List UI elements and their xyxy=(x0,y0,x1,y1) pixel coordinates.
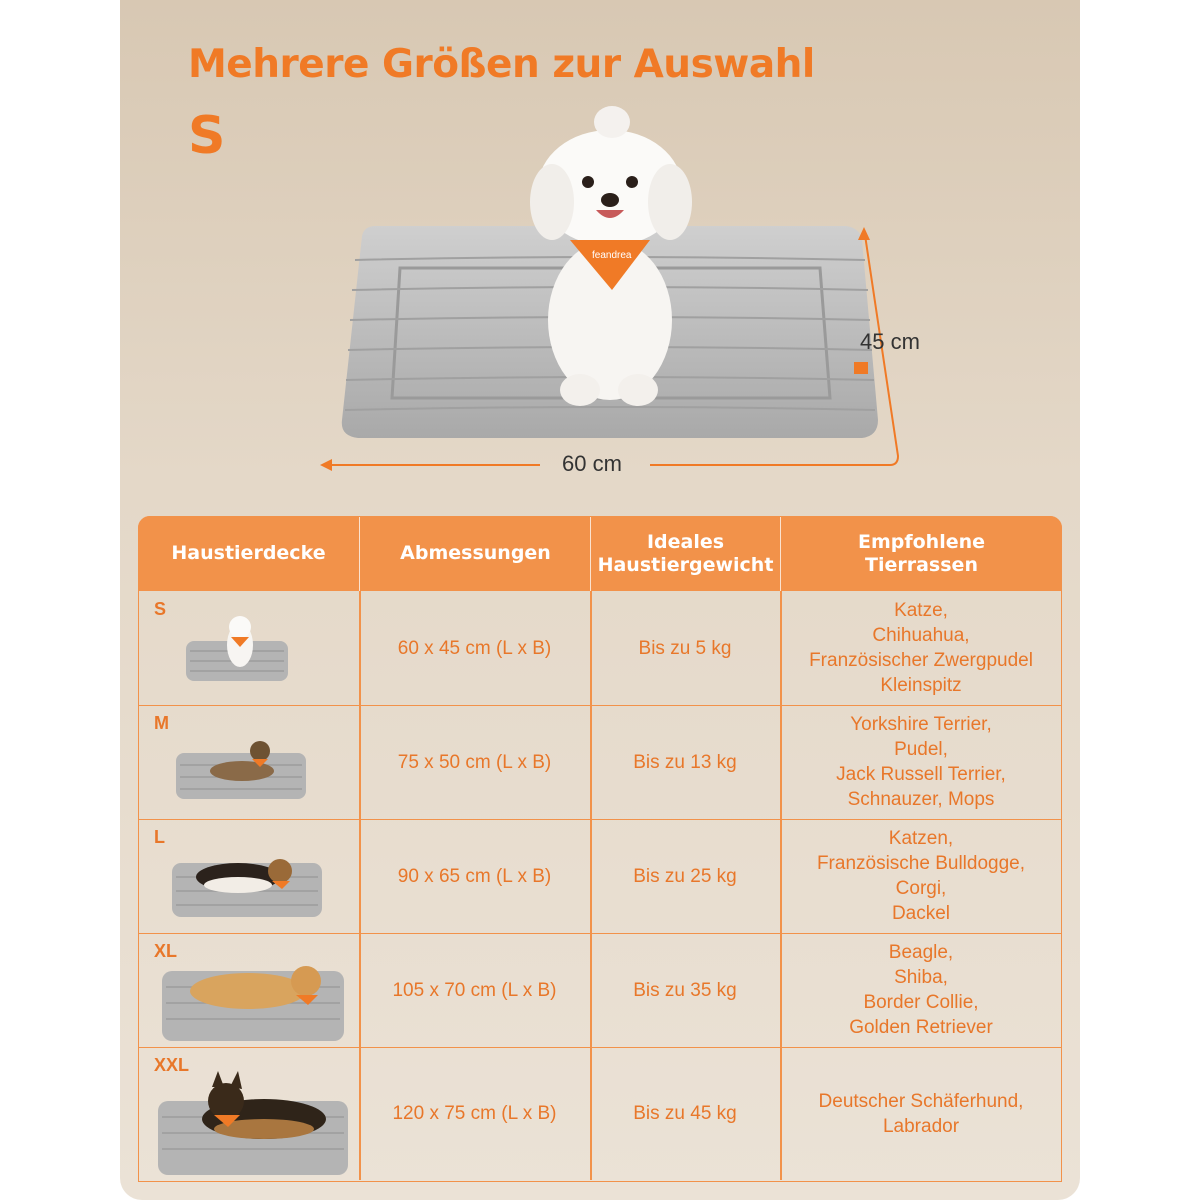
mat-s-thumbnail xyxy=(182,613,292,685)
mat-xxl-thumbnail xyxy=(154,1071,354,1177)
mat-xl-thumbnail xyxy=(158,953,348,1045)
row-size: M xyxy=(154,713,169,733)
row-breeds: Deutscher Schäferhund, Labrador xyxy=(818,1090,1024,1137)
page-title: Mehrere Größen zur Auswahl xyxy=(188,42,815,87)
header-breeds: Empfohlene Tierrassen xyxy=(780,516,1062,591)
row-breeds: Katzen, Französische Bulldogge, Corgi, Dackel xyxy=(816,828,1026,924)
arrow-left-icon xyxy=(320,459,332,471)
header-weight: Ideales Haustiergewicht xyxy=(590,516,780,591)
table-row-xl xyxy=(138,933,1062,1048)
brand-tag-icon xyxy=(854,362,868,374)
row-breeds: Beagle, Shiba, Border Collie, Golden Retriever xyxy=(849,942,993,1038)
mat-m-thumbnail xyxy=(172,731,312,803)
table-row-s xyxy=(138,591,1062,706)
bandana-brand: feandrea xyxy=(592,250,632,261)
table-row-l xyxy=(138,819,1062,934)
row-weight: Bis zu 13 kg xyxy=(633,751,737,773)
row-size: L xyxy=(154,827,165,847)
row-weight: Bis zu 25 kg xyxy=(633,865,737,887)
row-size: S xyxy=(154,599,167,619)
hero-size-label: S xyxy=(188,106,226,166)
row-breeds: Yorkshire Terrier, Pudel, Jack Russell Terrier, Schnauzer, Mops xyxy=(836,714,1006,810)
row-dimensions: 120 x 75 cm (L x B) xyxy=(392,1103,557,1124)
width-label: 45 cm xyxy=(860,329,920,354)
row-breeds: Katze, Chihuahua, Französischer Zwergpudel Kleinspitz xyxy=(809,600,1033,696)
row-weight: Bis zu 45 kg xyxy=(633,1103,737,1124)
row-dimensions: 75 x 50 cm (L x B) xyxy=(397,751,552,773)
row-dimensions: 90 x 65 cm (L x B) xyxy=(397,865,552,887)
arrow-up-icon xyxy=(858,227,870,240)
mat-l-thumbnail xyxy=(168,841,328,921)
header-mat: Haustierdecke xyxy=(171,542,326,564)
header-dimensions: Abmessungen xyxy=(359,516,591,591)
row-dimensions: 105 x 70 cm (L x B) xyxy=(392,979,557,1001)
size-table xyxy=(138,516,1062,1182)
row-size: XXL xyxy=(154,1055,190,1075)
row-dimensions: 60 x 45 cm (L x B) xyxy=(397,637,552,659)
row-weight: Bis zu 5 kg xyxy=(638,637,732,659)
row-size: XL xyxy=(154,941,178,961)
row-weight: Bis zu 35 kg xyxy=(633,979,737,1001)
length-label: 60 cm xyxy=(562,451,622,476)
hero-illustration xyxy=(300,90,940,490)
table-row-xxl xyxy=(138,1047,1062,1180)
table-header xyxy=(138,516,1062,591)
table-row-m xyxy=(138,705,1062,820)
